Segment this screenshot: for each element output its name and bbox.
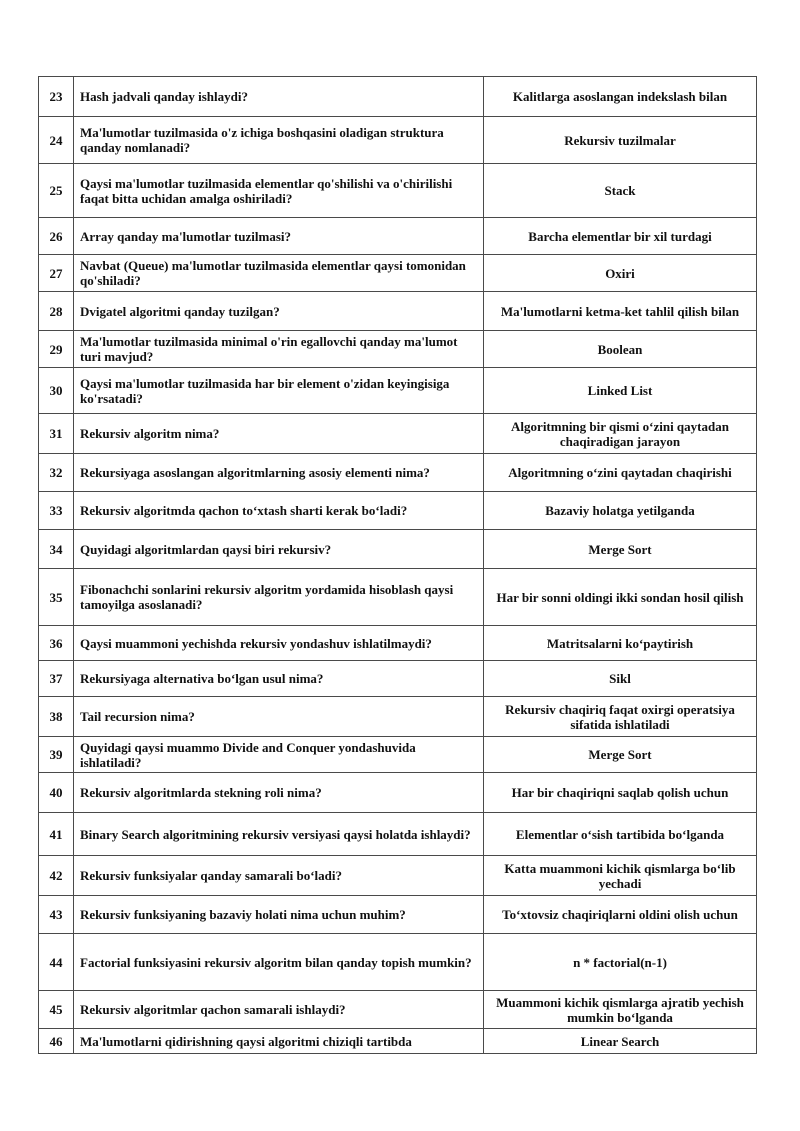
answer-text: Merge Sort	[484, 530, 757, 569]
table-row	[39, 697, 757, 737]
table-row	[39, 77, 757, 117]
question-text: Dvigatel algoritmi qanday tuzilgan?	[74, 292, 484, 331]
row-number: 41	[39, 813, 74, 856]
answer-text: Bazaviy holatga yetilganda	[484, 492, 757, 530]
answer-text: Oxiri	[484, 255, 757, 292]
question-answer-table	[38, 76, 757, 1054]
table-row	[39, 626, 757, 661]
question-text: Qaysi ma'lumotlar tuzilmasida elementlar qo'shilishi va o'chirilishi faqat bitta uchidan amalga oshiriladi?	[74, 164, 484, 218]
table-body	[39, 77, 757, 1054]
question-text: Array qanday ma'lumotlar tuzilmasi?	[74, 218, 484, 255]
row-number: 28	[39, 292, 74, 331]
table-row	[39, 991, 757, 1029]
row-number: 46	[39, 1029, 74, 1054]
question-text: Rekursiv funksiyaning bazaviy holati nima uchun muhim?	[74, 896, 484, 934]
row-number: 32	[39, 454, 74, 492]
table-row	[39, 896, 757, 934]
row-number: 26	[39, 218, 74, 255]
row-number: 30	[39, 368, 74, 414]
table-row	[39, 737, 757, 773]
question-text: Ma'lumotlarni qidirishning qaysi algoritmi chiziqli tartibda	[74, 1029, 484, 1054]
table-row	[39, 414, 757, 454]
row-number: 43	[39, 896, 74, 934]
question-text: Rekursiyaga asoslangan algoritmlarning asosiy elementi nima?	[74, 454, 484, 492]
answer-text: Har bir sonni oldingi ikki sondan hosil qilish	[484, 569, 757, 626]
table-row	[39, 218, 757, 255]
answer-text: Ma'lumotlarni ketma-ket tahlil qilish bilan	[484, 292, 757, 331]
question-text: Rekursiv algoritmlarda stekning roli nima?	[74, 773, 484, 813]
table-row	[39, 856, 757, 896]
answer-text: Matritsalarni ko‘paytirish	[484, 626, 757, 661]
row-number: 33	[39, 492, 74, 530]
answer-text: Stack	[484, 164, 757, 218]
row-number: 45	[39, 991, 74, 1029]
answer-text: Linear Search	[484, 1029, 757, 1054]
table-row	[39, 368, 757, 414]
question-text: Hash jadvali qanday ishlaydi?	[74, 77, 484, 117]
row-number: 39	[39, 737, 74, 773]
table-row	[39, 813, 757, 856]
table-row	[39, 164, 757, 218]
question-text: Rekursiv funksiyalar qanday samarali bo‘ladi?	[74, 856, 484, 896]
table-row	[39, 773, 757, 813]
table-row	[39, 492, 757, 530]
answer-text: Boolean	[484, 331, 757, 368]
row-number: 27	[39, 255, 74, 292]
answer-text: Muammoni kichik qismlarga ajratib yechish mumkin bo‘lganda	[484, 991, 757, 1029]
answer-text: Algoritmning bir qismi o‘zini qaytadan chaqiradigan jarayon	[484, 414, 757, 454]
answer-text: n * factorial(n-1)	[484, 934, 757, 991]
row-number: 29	[39, 331, 74, 368]
table-row	[39, 454, 757, 492]
question-text: Factorial funksiyasini rekursiv algoritm bilan qanday topish mumkin?	[74, 934, 484, 991]
answer-text: Kalitlarga asoslangan indekslash bilan	[484, 77, 757, 117]
answer-text: Linked List	[484, 368, 757, 414]
question-text: Rekursiv algoritmlar qachon samarali ishlaydi?	[74, 991, 484, 1029]
row-number: 23	[39, 77, 74, 117]
table-row	[39, 569, 757, 626]
question-text: Quyidagi algoritmlardan qaysi biri rekursiv?	[74, 530, 484, 569]
row-number: 36	[39, 626, 74, 661]
table-row	[39, 117, 757, 164]
row-number: 44	[39, 934, 74, 991]
question-text: Rekursiv algoritmda qachon to‘xtash sharti kerak bo‘ladi?	[74, 492, 484, 530]
answer-text: Algoritmning o‘zini qaytadan chaqirishi	[484, 454, 757, 492]
row-number: 40	[39, 773, 74, 813]
question-text: Quyidagi qaysi muammo Divide and Conquer yondashuvida ishlatiladi?	[74, 737, 484, 773]
row-number: 34	[39, 530, 74, 569]
question-text: Ma'lumotlar tuzilmasida o'z ichiga boshqasini oladigan struktura qanday nomlanadi?	[74, 117, 484, 164]
answer-text: Har bir chaqiriqni saqlab qolish uchun	[484, 773, 757, 813]
answer-text: Barcha elementlar bir xil turdagi	[484, 218, 757, 255]
question-text: Navbat (Queue) ma'lumotlar tuzilmasida elementlar qaysi tomonidan qo'shiladi?	[74, 255, 484, 292]
answer-text: Sikl	[484, 661, 757, 697]
answer-text: Katta muammoni kichik qismlarga bo‘lib yechadi	[484, 856, 757, 896]
answer-text: Elementlar o‘sish tartibida bo‘lganda	[484, 813, 757, 856]
row-number: 24	[39, 117, 74, 164]
table-row	[39, 292, 757, 331]
table-row	[39, 934, 757, 991]
question-text: Rekursiv algoritm nima?	[74, 414, 484, 454]
answer-text: Merge Sort	[484, 737, 757, 773]
question-text: Qaysi muammoni yechishda rekursiv yondashuv ishlatilmaydi?	[74, 626, 484, 661]
table-row	[39, 1029, 757, 1054]
table-row	[39, 661, 757, 697]
question-text: Qaysi ma'lumotlar tuzilmasida har bir element o'zidan keyingisiga ko'rsatadi?	[74, 368, 484, 414]
row-number: 35	[39, 569, 74, 626]
table-row	[39, 530, 757, 569]
row-number: 42	[39, 856, 74, 896]
table-row	[39, 331, 757, 368]
row-number: 31	[39, 414, 74, 454]
answer-text: Rekursiv tuzilmalar	[484, 117, 757, 164]
question-text: Fibonachchi sonlarini rekursiv algoritm yordamida hisoblash qaysi tamoyilga asoslanadi?	[74, 569, 484, 626]
question-text: Ma'lumotlar tuzilmasida minimal o'rin egallovchi qanday ma'lumot turi mavjud?	[74, 331, 484, 368]
table-row	[39, 255, 757, 292]
question-text: Rekursiyaga alternativa bo‘lgan usul nima?	[74, 661, 484, 697]
question-text: Tail recursion nima?	[74, 697, 484, 737]
row-number: 37	[39, 661, 74, 697]
row-number: 38	[39, 697, 74, 737]
answer-text: To‘xtovsiz chaqiriqlarni oldini olish uchun	[484, 896, 757, 934]
question-text: Binary Search algoritmining rekursiv versiyasi qaysi holatda ishlaydi?	[74, 813, 484, 856]
row-number: 25	[39, 164, 74, 218]
answer-text: Rekursiv chaqiriq faqat oxirgi operatsiya sifatida ishlatiladi	[484, 697, 757, 737]
